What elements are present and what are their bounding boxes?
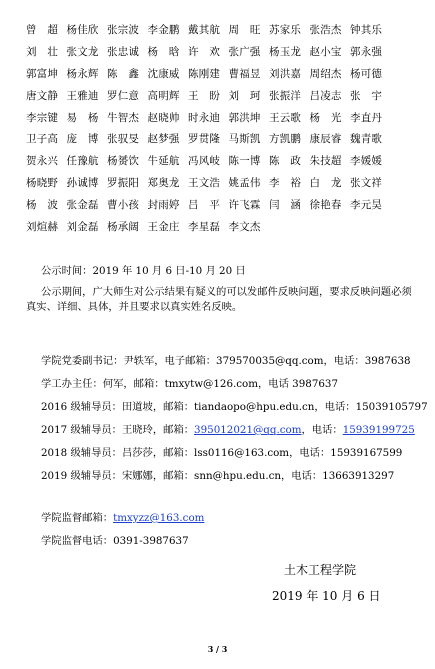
contact-email[interactable]: lss0116@163.com bbox=[194, 447, 290, 459]
name-cell: 罗贯隆 bbox=[188, 133, 221, 146]
name-list bbox=[26, 19, 426, 237]
name-cell: 李媛媛 bbox=[350, 155, 383, 168]
name-cell: 张驭旻 bbox=[107, 133, 140, 146]
name-cell: 陈一博 bbox=[228, 155, 261, 168]
contact-phone: 3987638 bbox=[364, 355, 411, 367]
name-cell: 苏家乐 bbox=[269, 24, 302, 37]
contact-label: 2019 级辅导员：宋娜娜，邮箱： bbox=[41, 470, 195, 482]
name-cell: 白 龙 bbox=[309, 176, 342, 189]
name-cell: 杨承阔 bbox=[107, 220, 140, 233]
contact-label: 学院党委副书记：尹轶军，电子邮箱： bbox=[41, 355, 217, 367]
name-cell: 郭洪坤 bbox=[228, 111, 261, 124]
name-cell: 朱技超 bbox=[309, 155, 342, 168]
name-cell: 时永迪 bbox=[188, 111, 221, 124]
contact-phone: 15939199725 bbox=[342, 424, 415, 436]
name-cell: 张文龙 bbox=[66, 46, 99, 59]
name-cell: 杨可德 bbox=[350, 67, 383, 80]
name-cell: 闫 涵 bbox=[269, 198, 302, 211]
signature-org: 土木工程学院 bbox=[284, 563, 357, 577]
name-cell: 罗振阳 bbox=[107, 176, 140, 189]
name-cell: 杨 光 bbox=[309, 111, 342, 124]
name-cell: 张振洋 bbox=[269, 89, 302, 102]
name-cell: 赵晓帅 bbox=[147, 111, 180, 124]
name-row bbox=[26, 150, 426, 172]
name-cell: 杨 晗 bbox=[147, 46, 180, 59]
name-cell: 陈 政 bbox=[269, 155, 302, 168]
name-cell: 吕凌志 bbox=[309, 89, 342, 102]
name-row bbox=[26, 41, 426, 63]
contact-line bbox=[41, 421, 415, 436]
name-cell: 牛延航 bbox=[147, 155, 180, 168]
name-cell: 封雨婷 bbox=[147, 198, 180, 211]
name-cell: 杨赟饮 bbox=[107, 155, 140, 168]
contact-phone: 15939167599 bbox=[330, 447, 403, 459]
name-cell: 周绍杰 bbox=[309, 67, 342, 80]
name-cell: 刘 壮 bbox=[26, 46, 59, 59]
name-cell: 沈康威 bbox=[147, 67, 180, 80]
name-cell: 康辰睿 bbox=[309, 133, 342, 146]
name-cell: 许飞霖 bbox=[228, 198, 261, 211]
contact-email[interactable]: 395012021@qq.com bbox=[194, 424, 302, 436]
contact-email[interactable]: tiandaopo@hpu.edu.cn bbox=[194, 401, 315, 413]
contact-line bbox=[41, 375, 338, 390]
contact-phone: 3987637 bbox=[292, 378, 339, 390]
name-cell: 王文浩 bbox=[188, 176, 221, 189]
contact-label: 2016 级辅导员：田道坡，邮箱： bbox=[41, 401, 195, 413]
contact-separator: ，电话： bbox=[314, 401, 356, 413]
name-cell: 刘煊赫 bbox=[26, 220, 59, 233]
contact-phone: 13663913297 bbox=[322, 470, 395, 482]
supervision-email-line bbox=[41, 509, 204, 524]
name-cell: 李宗键 bbox=[26, 111, 59, 124]
contact-line bbox=[41, 467, 394, 482]
name-cell: 张文祥 bbox=[350, 176, 383, 189]
name-cell: 李元昊 bbox=[350, 198, 383, 211]
name-cell: 徐艳春 bbox=[309, 198, 342, 211]
contact-email[interactable]: snn@hpu.edu.cn bbox=[194, 470, 282, 482]
name-cell: 曾 超 bbox=[26, 24, 59, 37]
name-cell: 李文杰 bbox=[228, 220, 261, 233]
name-cell: 许 欢 bbox=[188, 46, 221, 59]
name-cell: 王云歌 bbox=[269, 111, 302, 124]
contact-email[interactable]: 379570035@qq.com bbox=[216, 355, 324, 367]
notice-period-text: 公示期间，广大师生对公示结果有疑义的可以发邮件反映问题，要求反映问题必须真实、详细、具体，并且要求以真实姓名反映。 bbox=[26, 286, 412, 313]
name-cell: 罗仁意 bbox=[107, 89, 140, 102]
name-cell: 张金磊 bbox=[66, 198, 99, 211]
name-cell: 吕 平 bbox=[188, 198, 221, 211]
name-row bbox=[26, 84, 426, 106]
name-cell: 孙诚博 bbox=[66, 176, 99, 189]
name-cell: 张浩杰 bbox=[309, 24, 342, 37]
name-cell: 戴其航 bbox=[188, 24, 221, 37]
contact-line bbox=[41, 398, 428, 413]
contact-line bbox=[41, 444, 402, 459]
name-cell: 唐文静 bbox=[26, 89, 59, 102]
name-cell: 李 裕 bbox=[269, 176, 302, 189]
name-row bbox=[26, 215, 426, 237]
name-cell: 卫子高 bbox=[26, 133, 59, 146]
signature-date: 2019 年 10 月 6 日 bbox=[272, 589, 381, 603]
name-cell: 赵梦强 bbox=[147, 133, 180, 146]
name-cell: 钟其乐 bbox=[350, 24, 383, 37]
name-cell: 陈 鑫 bbox=[107, 67, 140, 80]
contact-phone: 15039105797 bbox=[355, 401, 428, 413]
contact-label: 2017 级辅导员：王晓玲，邮箱： bbox=[41, 424, 195, 436]
name-cell: 庞 博 bbox=[66, 133, 99, 146]
contact-label: 学工办主任：何军，邮箱： bbox=[41, 378, 165, 390]
name-cell: 张 宇 bbox=[350, 89, 383, 102]
name-cell: 李直丹 bbox=[350, 111, 383, 124]
name-row bbox=[26, 19, 426, 41]
contact-label: 2018 级辅导员：吕莎莎，邮箱： bbox=[41, 447, 195, 459]
page-number: 3 / 3 bbox=[207, 644, 228, 654]
name-cell: 杨永辉 bbox=[66, 67, 99, 80]
name-cell: 高明辉 bbox=[147, 89, 180, 102]
supervision-email-label: 学院监督邮箱： bbox=[41, 512, 114, 524]
contact-separator: ，电话： bbox=[301, 424, 343, 436]
name-cell: 郭富坤 bbox=[26, 67, 59, 80]
name-row bbox=[26, 172, 426, 194]
name-cell: 张宗波 bbox=[107, 24, 140, 37]
contact-separator: ，电话： bbox=[281, 470, 323, 482]
name-cell: 郑奥龙 bbox=[147, 176, 180, 189]
name-cell: 冯风岐 bbox=[188, 155, 221, 168]
name-cell: 郭永强 bbox=[350, 46, 383, 59]
notice-time: 公示时间：2019 年 10 月 6 日-10 月 20 日 bbox=[41, 265, 246, 277]
name-cell: 刘 珂 bbox=[228, 89, 261, 102]
contact-line bbox=[41, 352, 411, 367]
name-cell: 杨晓野 bbox=[26, 176, 59, 189]
contact-separator: ，电话： bbox=[323, 355, 365, 367]
name-row bbox=[26, 63, 426, 85]
name-cell: 曹福昱 bbox=[228, 67, 261, 80]
contact-separator: ，电话： bbox=[289, 447, 331, 459]
name-cell: 李星磊 bbox=[188, 220, 221, 233]
name-cell: 刘洪嘉 bbox=[269, 67, 302, 80]
name-cell: 赵小宝 bbox=[309, 46, 342, 59]
name-cell: 周 旺 bbox=[228, 24, 261, 37]
name-cell: 张忠诚 bbox=[107, 46, 140, 59]
name-row bbox=[26, 193, 426, 215]
name-cell: 刘金磊 bbox=[66, 220, 99, 233]
name-cell: 马斯凯 bbox=[228, 133, 261, 146]
name-cell: 王金庄 bbox=[147, 220, 180, 233]
name-row bbox=[26, 106, 426, 128]
name-cell: 王 盼 bbox=[188, 89, 221, 102]
name-cell: 姚孟伟 bbox=[228, 176, 261, 189]
supervision-email-link[interactable]: tmxyzz@163.com bbox=[113, 512, 205, 524]
name-cell: 杨玉龙 bbox=[269, 46, 302, 59]
name-row bbox=[26, 128, 426, 150]
name-cell: 方凯鹏 bbox=[269, 133, 302, 146]
name-cell: 李金鹏 bbox=[147, 24, 180, 37]
name-cell: 牛智杰 bbox=[107, 111, 140, 124]
name-cell: 陈刚建 bbox=[188, 67, 221, 80]
name-cell: 任豫航 bbox=[66, 155, 99, 168]
name-cell: 易 杨 bbox=[66, 111, 99, 124]
contact-separator: ，电话 bbox=[258, 378, 293, 390]
name-cell: 王雅迪 bbox=[66, 89, 99, 102]
name-cell: 贺永兴 bbox=[26, 155, 59, 168]
name-cell: 曹小孩 bbox=[107, 198, 140, 211]
supervision-phone-line: 学院监督电话：0391-3987637 bbox=[41, 535, 189, 547]
contact-email[interactable]: tmxytw@126.com bbox=[164, 378, 258, 390]
name-cell: 张广强 bbox=[228, 46, 261, 59]
name-cell: 魏青歌 bbox=[350, 133, 383, 146]
name-cell: 杨 波 bbox=[26, 198, 59, 211]
name-cell: 杨佳欣 bbox=[66, 24, 99, 37]
